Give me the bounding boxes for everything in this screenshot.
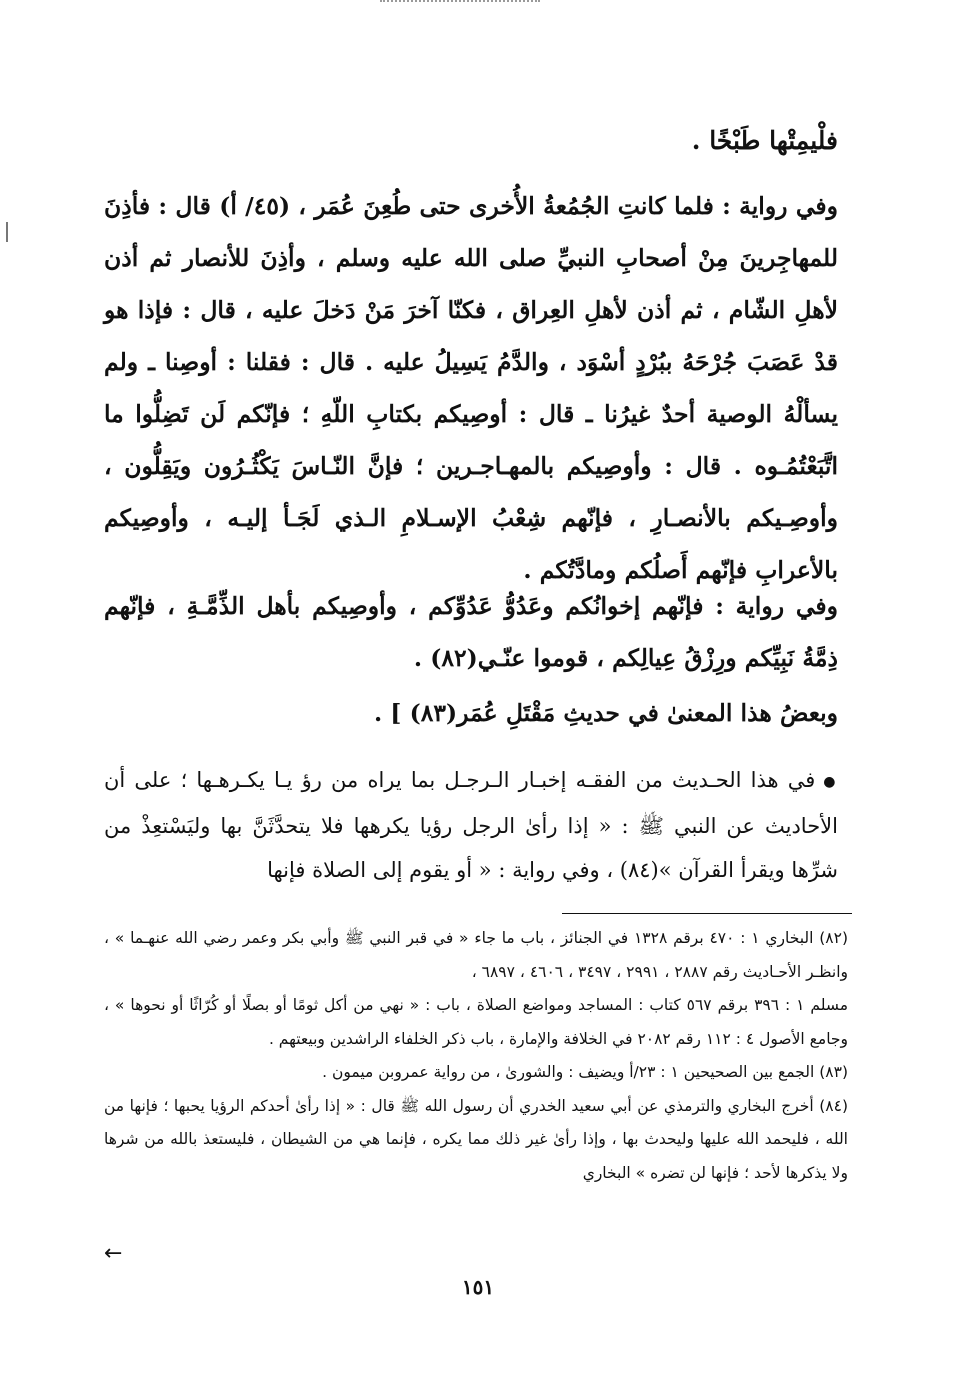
paragraph-2: وفي رواية : فإنّهم إخوانُكم وعَدُوُّ عَدُوِّكم ، وأوصِيكم بأهل الذِّمَّـةِ ، فإنّهم ذِمَّةُ نَبِيِّكم ورِزْقُ عِيالِكم ، قوموا عنّـي(٨٢) . <box>104 592 838 672</box>
paragraph-1: وفي رواية : فلما كانتِ الجُمُعةُ الأُخرى حتى طُعِنَ عُمَر ، (٤٥/ أ) قال : فأذِنَ للمهاجِرينَ مِنْ أصحابِ النبيِّ صلى الله عليه وسلم ، وأذِنَ للأنصار ثم أذن لأهلِ الشّام ، ثم أذن لأهلِ العِراق ، فكنّا آخرَ مَنْ دَخلَ عليه ، قال : فإذا هو قدْ عَصَبَ جُرْحَهُ ببُرْدٍ أسْوَد ، والدَّمُ يَسِيلُ عليه . قال : فقلنا : أوصِنا ـ ولم يسألْهُ الوصية أحدٌ غيرُنا ـ قال : أوصِيكم بكتابِ اللّهِ ؛ فإنّكم لَن تَضِلُّوا ما اتَّبَعْتُمُـوه . قال : وأوصِيكم بالمهـاجـرين ؛ فإنَّ النّـاسَ يَكْثُـرُون ويَقِلُّون ، وأوصِـيكم بالأنصـارِ ، فإنّهم شِعْبُ الإسـلامِ الـذي لَجَـأ إليـه ، وأوصِيكم بالأعرابِ فإنّهم أَصلُكم ومادَّتُكم . <box>104 192 838 584</box>
paragraph-3: وبعضُ هذا المعنىٰ في حديثِ مَقْتَلِ عُمَر(٨٣) ] . <box>373 699 838 727</box>
footnote-82-part-1: (٨٢) البخاري ١ : ٤٧٠ برقم ١٣٢٨ في الجنائز ، باب ما جاء « في قبر النبي ﷺ وأبي بكر وعمر رضي الله عنهـما » ، وانظـر الأحـاديث رقم ٢٨٨٧ ، ٢٩٩١ ، ٣٤٩٧ ، ٤٦٠٦ ، ٦٨٩٧ ، <box>104 929 849 981</box>
footnote-84: (٨٤) أخرج البخاري والترمذي عن أبي سعيد الخدري أن رسول الله ﷺ قال : « إذا رأىٰ أحدكم الرؤيا يحبها ؛ فإنها من الله ، فليحمد الله عليها وليحدث بها ، وإذا رأىٰ غير ذلك مما يكره ، فإنما هي من الشيطان ، فليستعذ بالله من شرها ولا يذكرها لأحد ؛ فإنها لن تضره » البخاري <box>104 1096 848 1182</box>
bullet-icon: ● <box>823 773 838 790</box>
continuation-arrow-icon: ← <box>104 1241 123 1266</box>
footnotes <box>104 922 848 1190</box>
footnote-83: (٨٣) الجمع بين الصحيحين ١ : ٢٣/أ ويضيف : والشورىٰ ، من رواية عمروبن ميمون . <box>322 1063 848 1081</box>
page-number: ١٥١ <box>461 1275 495 1299</box>
scan-edge-mark <box>380 0 540 2</box>
paragraph-4-text: في هذا الحـديث من الفقـه إخبـار الـرجـل بما يراه من رؤ يـا يكـرهـها ؛ على أن الأحاديث عن النبي ﷺ : « إذا رأىٰ الرجل رؤيا يكرهها فلا يتحدَّثَنَّ بها وليَسْتعِذْ من شرِّها ويقرأ القرآن »(٨٤) ، وفي رواية : « أو يقوم إلى الصلاة فإنها <box>104 768 838 882</box>
footnote-82-part-2: مسلم ١ : ٣٩٦ برقم ٥٦٧ كتاب : المساجد ومواضع الصلاة ، باب : « نهي من أكل ثومًا أو بصلًا أو كُرّاثًا أو نحوها » ، وجامع الأصول ٤ : ١١٢ رقم ٢٠٨٢ في الخلافة والإمارة ، باب ذكر الخلفاء الراشدين وبيعتهم . <box>104 996 849 1048</box>
margin-mark <box>6 222 8 242</box>
footnote-divider <box>562 913 852 914</box>
intro-line: فلْيمِتْها طَبْخًا . <box>691 126 838 155</box>
paragraph-4 <box>104 758 838 892</box>
